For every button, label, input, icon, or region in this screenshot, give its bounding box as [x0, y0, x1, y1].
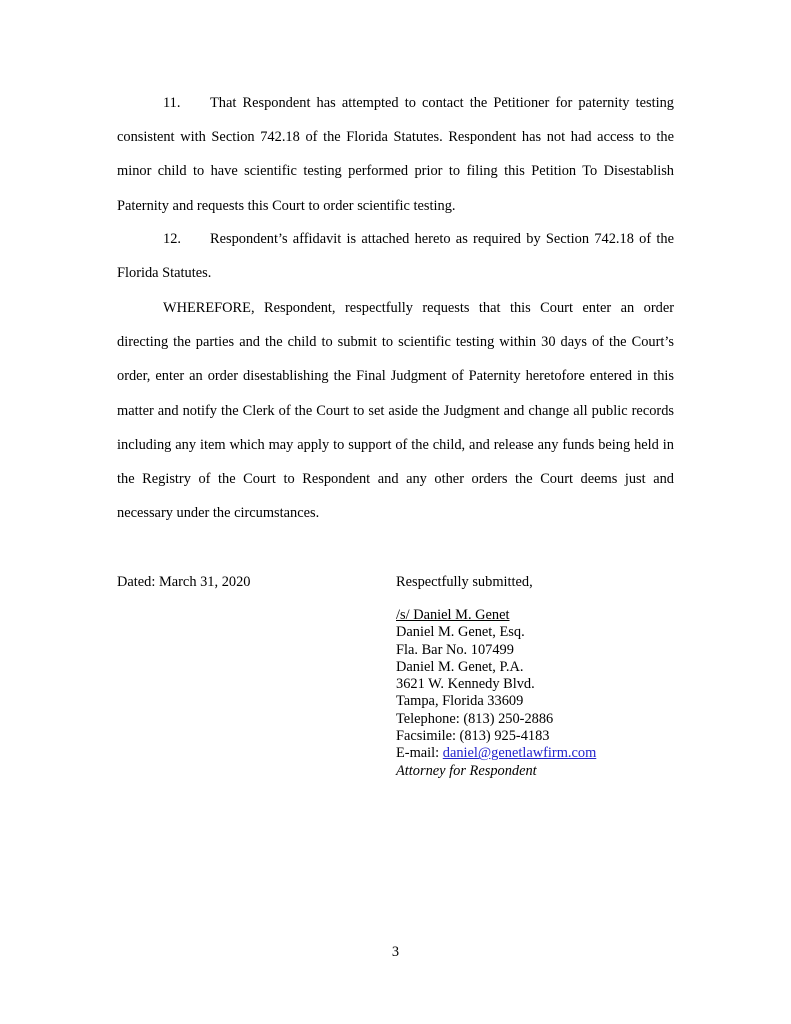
city-state-zip: Tampa, Florida 33609: [396, 693, 524, 710]
paragraph-text: That Respondent has attempted to contact the Petitioner for paternity testing consistent with Section 742.18 of the Florida Statutes. Respondent has not had access to the minor child to have scientific testing performed prior to filing this Petition To Disestablish Paternity and requests this Court to order scientific testing.: [117, 95, 674, 214]
paragraph-number: 12.: [163, 231, 181, 247]
paragraph-text: Respondent’s affidavit is attached hereto as required by Section 742.18 of the Florida Statutes.: [117, 231, 674, 282]
paragraph-11: [117, 86, 674, 223]
email-line: [396, 745, 596, 762]
telephone: Telephone: (813) 250-2886: [396, 710, 554, 727]
page-number: 3: [391, 944, 400, 960]
street-address: 3621 W. Kennedy Blvd.: [396, 676, 535, 693]
email-link[interactable]: daniel@genetlawfirm.com: [442, 745, 597, 762]
paragraph-number: 11.: [163, 95, 181, 111]
paragraph-12: [117, 222, 674, 290]
firm-name: Daniel M. Genet, P.A.: [396, 658, 524, 675]
paragraph-text: WHEREFORE, Respondent, respectfully requests that this Court enter an order directing the parties and the child to submit to scientific testing within 30 days of the Court’s order, enter an order disestablishing the Final Judgment of Paternity heretofore entered in this matter and notify the Clerk of the Court to set aside the Judgment and change all public records including any item which may apply to support of the child, and release any funds being held in the Registry of the Court to Respondent and any other orders the Court deems just and necessary under the circumstances.: [117, 300, 674, 522]
facsimile: Facsimile: (813) 925-4183: [396, 728, 550, 745]
bar-number: Fla. Bar No. 107499: [396, 641, 514, 658]
attorney-name: Daniel M. Genet, Esq.: [396, 624, 525, 641]
signature-block: [396, 607, 596, 780]
signature-line: /s/ Daniel M. Genet: [396, 607, 510, 623]
respectfully-submitted: Respectfully submitted,: [396, 574, 533, 590]
email-label: E-mail:: [396, 745, 443, 762]
dated-line: Dated: March 31, 2020: [117, 574, 251, 590]
attorney-role: Attorney for Respondent: [396, 762, 537, 779]
wherefore-paragraph: [117, 291, 674, 530]
